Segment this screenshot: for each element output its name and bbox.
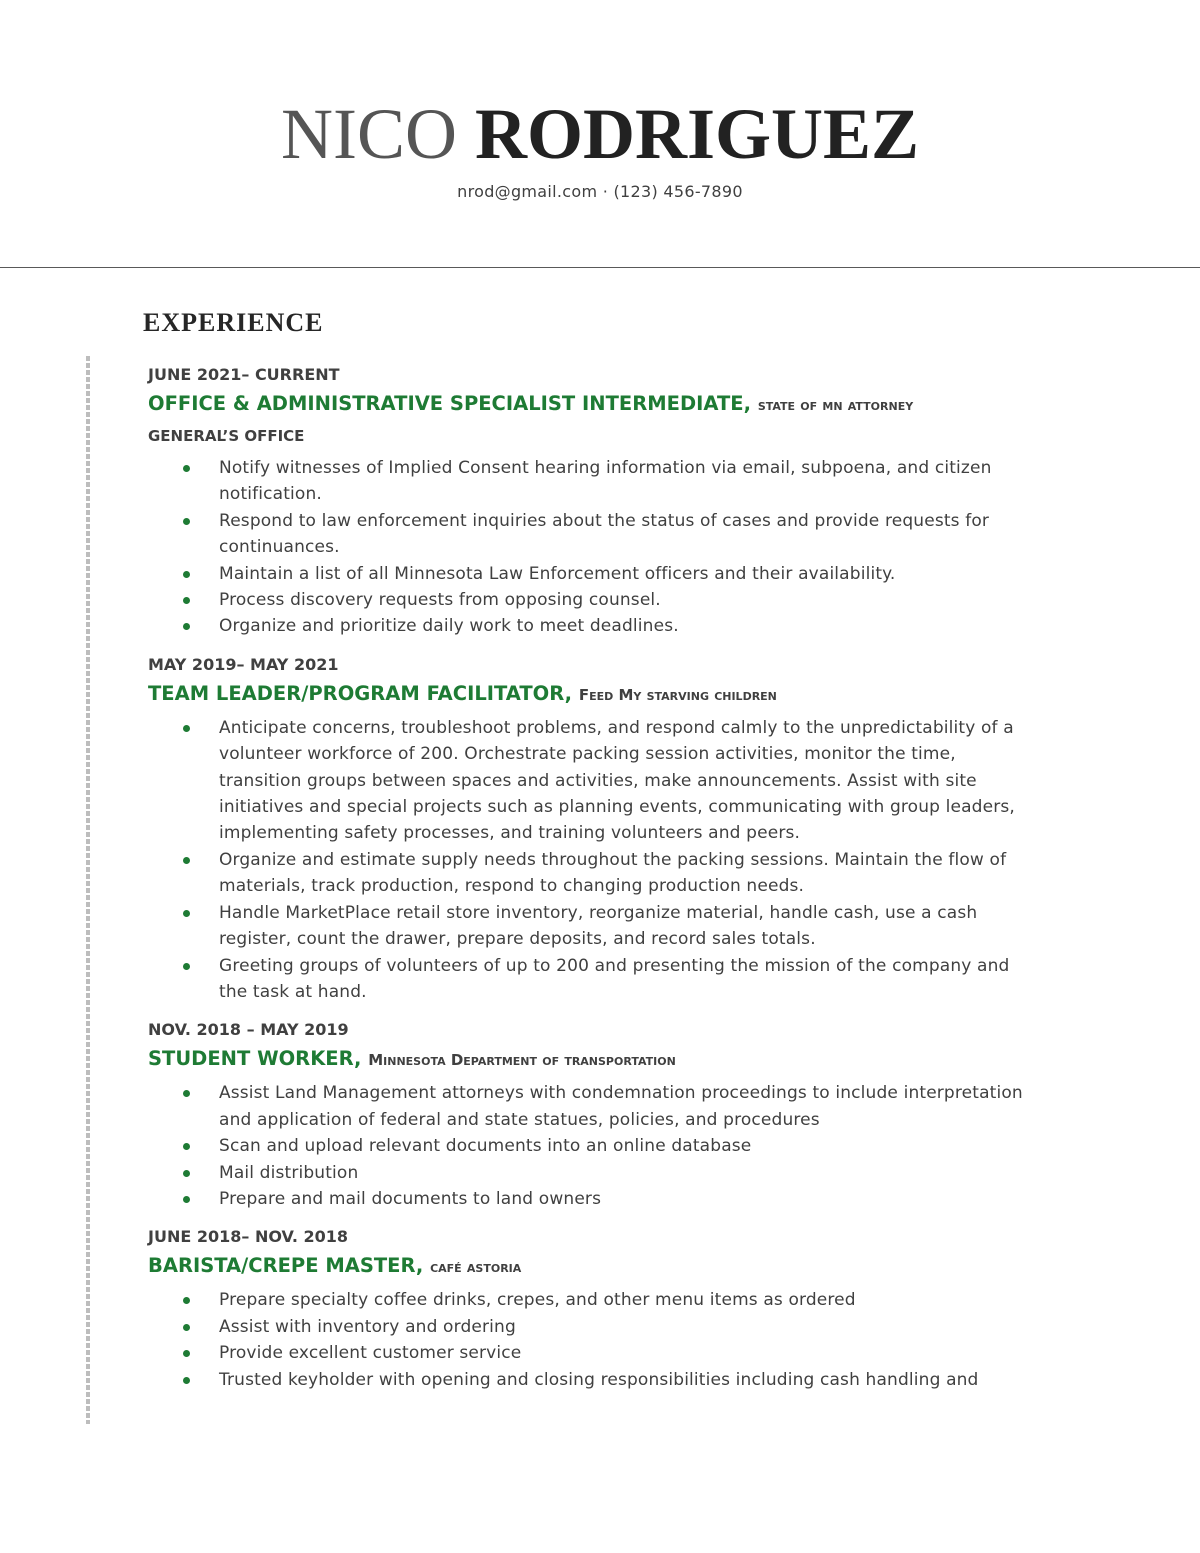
job-bullets	[148, 1080, 1028, 1212]
bullet-text: Assist with inventory and ordering	[219, 1316, 516, 1337]
bullet-text: Scan and upload relevant documents into an online database	[219, 1136, 752, 1157]
list-item	[148, 1186, 1028, 1212]
list-item	[148, 1080, 1028, 1133]
bullet-icon	[183, 1377, 190, 1384]
job-organization: state of mn attorney	[757, 396, 914, 414]
list-item	[148, 1314, 1028, 1340]
job-entry	[148, 652, 1028, 1005]
bullet-text: Handle MarketPlace retail store inventory, reorganize material, handle cash, use a cash register, count the drawer, prepare deposits, and record sales totals.	[219, 902, 978, 950]
job-organization: Minnesota Department of transportation	[368, 1051, 676, 1070]
job-title-line	[148, 678, 1028, 711]
list-item	[148, 1287, 1028, 1313]
job-bullets	[148, 455, 1028, 640]
bullet-text: Mail distribution	[219, 1162, 359, 1183]
list-item	[148, 847, 1028, 900]
bullet-text: Assist Land Management attorneys with condemnation proceedings to include interpretation and application of federal and state statues, policies, and procedures	[219, 1083, 1023, 1130]
list-item	[148, 1340, 1028, 1366]
bullet-text: Organize and prioritize daily work to meet deadlines.	[219, 616, 679, 637]
first-name: NICO	[280, 94, 457, 174]
list-item	[148, 455, 1028, 508]
job-organization: café astoria	[430, 1258, 522, 1277]
bullet-icon	[183, 518, 190, 525]
header-divider	[0, 267, 1200, 268]
list-item	[148, 508, 1028, 561]
list-item	[148, 613, 1028, 639]
bullet-icon	[183, 465, 190, 472]
job-role: OFFICE & ADMINISTRATIVE SPECIALIST INTERMEDIATE,	[148, 392, 752, 415]
bullet-icon	[183, 1297, 190, 1304]
list-item	[148, 1160, 1028, 1186]
list-item	[148, 900, 1028, 953]
bullet-icon	[183, 623, 190, 630]
list-item	[148, 715, 1028, 847]
job-dates: JUNE 2021– CURRENT	[148, 365, 340, 384]
experience-list	[148, 362, 1028, 1405]
contact-info: nrod@gmail.com · (123) 456-7890	[457, 182, 743, 201]
bullet-icon	[183, 963, 190, 970]
job-bullets	[148, 715, 1028, 1005]
bullet-text: Respond to law enforcement inquiries about the status of cases and provide requests for continuances.	[219, 510, 990, 558]
bullet-icon	[183, 1196, 190, 1203]
list-item	[148, 1367, 1028, 1393]
job-title-line	[148, 1043, 1028, 1076]
bullet-text: Greeting groups of volunteers of up to 200 and presenting the mission of the company and the task at hand.	[219, 955, 1010, 1002]
list-item	[148, 1133, 1028, 1159]
resume-header	[0, 92, 1200, 201]
job-title-line	[148, 388, 1028, 421]
section-title-experience: EXPERIENCE	[143, 308, 324, 337]
bullet-text: Prepare and mail documents to land owners	[219, 1188, 602, 1209]
job-organization-continued: GENERAL’S OFFICE	[148, 427, 305, 445]
bullet-text: Organize and estimate supply needs throughout the packing sessions. Maintain the flow of materials, track production, respond to changing production needs.	[219, 849, 1007, 897]
job-bullets	[148, 1287, 1028, 1393]
bullet-icon	[183, 1143, 190, 1150]
last-name: RODRIGUEZ	[474, 94, 920, 174]
bullet-icon	[183, 597, 190, 604]
bullet-text: Process discovery requests from opposing counsel.	[219, 590, 661, 611]
section-side-rule	[86, 356, 90, 1424]
bullet-icon	[183, 910, 190, 917]
bullet-icon	[183, 1350, 190, 1357]
bullet-text: Maintain a list of all Minnesota Law Enforcement officers and their availability.	[219, 563, 896, 584]
bullet-icon	[183, 571, 190, 578]
bullet-text: Notify witnesses of Implied Consent hearing information via email, subpoena, and citizen notification.	[219, 458, 992, 505]
bullet-text: Anticipate concerns, troubleshoot problems, and respond calmly to the unpredictability of a volunteer workforce of 200. Orchestrate packing session activities, monitor the time, transition groups between spaces and activities, make announcements. Assist with site initiatives and special projects such as planning events, communicating with group leaders, implementing safety processes, and training volunteers and peers.	[219, 717, 1015, 844]
list-item	[148, 587, 1028, 613]
job-entry	[148, 1224, 1028, 1393]
job-title-line	[148, 1250, 1028, 1283]
list-item	[148, 953, 1028, 1006]
job-entry	[148, 1017, 1028, 1212]
job-role: BARISTA/CREPE MASTER,	[148, 1254, 424, 1278]
job-organization: Feed My starving children	[578, 685, 777, 704]
job-entry	[148, 362, 1028, 640]
bullet-icon	[183, 857, 190, 864]
job-role: STUDENT WORKER,	[148, 1047, 362, 1071]
bullet-icon	[183, 1090, 190, 1097]
bullet-text: Provide excellent customer service	[219, 1343, 522, 1364]
list-item	[148, 561, 1028, 587]
job-dates: NOV. 2018 – MAY 2019	[148, 1020, 349, 1040]
bullet-text: Prepare specialty coffee drinks, crepes, and other menu items as ordered	[219, 1290, 856, 1311]
job-dates: MAY 2019– MAY 2021	[148, 654, 339, 674]
bullet-icon	[183, 1324, 190, 1331]
bullet-icon	[183, 1170, 190, 1177]
bullet-icon	[183, 725, 190, 732]
job-dates: JUNE 2018– NOV. 2018	[148, 1227, 348, 1247]
bullet-text: Trusted keyholder with opening and closing responsibilities including cash handling and	[219, 1369, 979, 1390]
full-name	[0, 92, 1200, 176]
job-role: TEAM LEADER/PROGRAM FACILITATOR,	[148, 681, 573, 705]
